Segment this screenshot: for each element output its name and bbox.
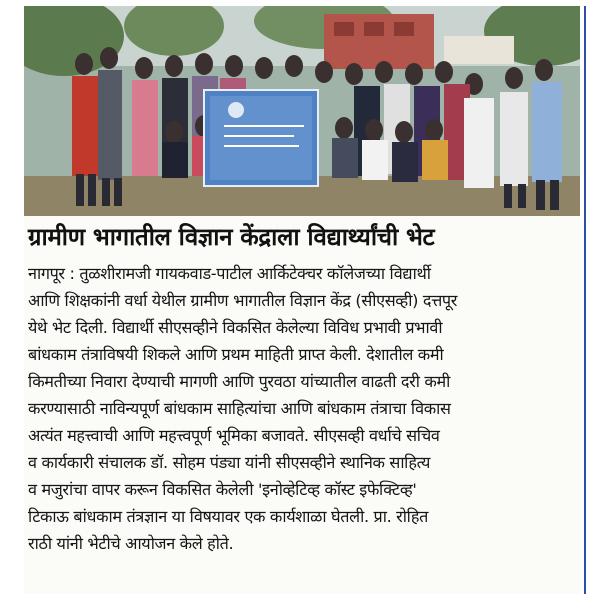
body-line: टिकाऊ बांधकाम तंत्रज्ञान या विषयावर एक कार्यशाळा घेतली. प्रा. रोहित [28,507,428,526]
body-line: व मजुरांचा वापर करून विकसित केलेली 'इनोव्हेटिव्ह कॉस्ट इफेक्टिव्ह' [28,480,417,499]
body-line: बांधकाम तंत्राविषयी शिकले आणि प्रथम माहिती प्राप्त केली. देशातील कमी [28,345,444,364]
group-photo [24,6,580,216]
body-line: आणि शिक्षकांनी वर्धा येथील ग्रामीण भागातील विज्ञान केंद्र (सीएसव्ही) दत्तपूर [28,291,458,310]
body-line: किमतीच्या निवारा देण्याची मागणी आणि पुरवठा यांच्यातील वाढती दरी कमी [28,372,450,391]
body-line: अत्यंत महत्त्वाची आणि महत्त्वपूर्ण भूमिका बजावते. सीएसव्ही वर्धाचे सचिव [28,426,440,445]
article-headline: ग्रामीण भागातील विज्ञान केंद्राला विद्यार्थ्यांची भेट [28,223,435,251]
body-line: राठी यांनी भेटीचे आयोजन केले होते. [28,534,234,553]
article-body [28,260,576,557]
frame-border [584,6,586,594]
newspaper-clipping [24,6,580,594]
body-line: नागपूर : तुळशीरामजी गायकवाड-पाटील आर्किटेक्चर कॉलेजच्या विद्यार्थी [28,264,431,283]
banner [204,90,318,186]
body-line: व कार्यकारी संचालक डॉ. सोहम पंड्या यांनी सीएसव्हीने स्थानिक साहित्य [28,453,430,472]
body-line: करण्यासाठी नाविन्यपूर्ण बांधकाम साहित्यांचा आणि बांधकाम तंत्राचा विकास [28,399,451,418]
body-line: येथे भेट दिली. विद्यार्थी सीएसव्हीने विकसित केलेल्या विविध प्रभावी प्रभावी [28,318,443,337]
